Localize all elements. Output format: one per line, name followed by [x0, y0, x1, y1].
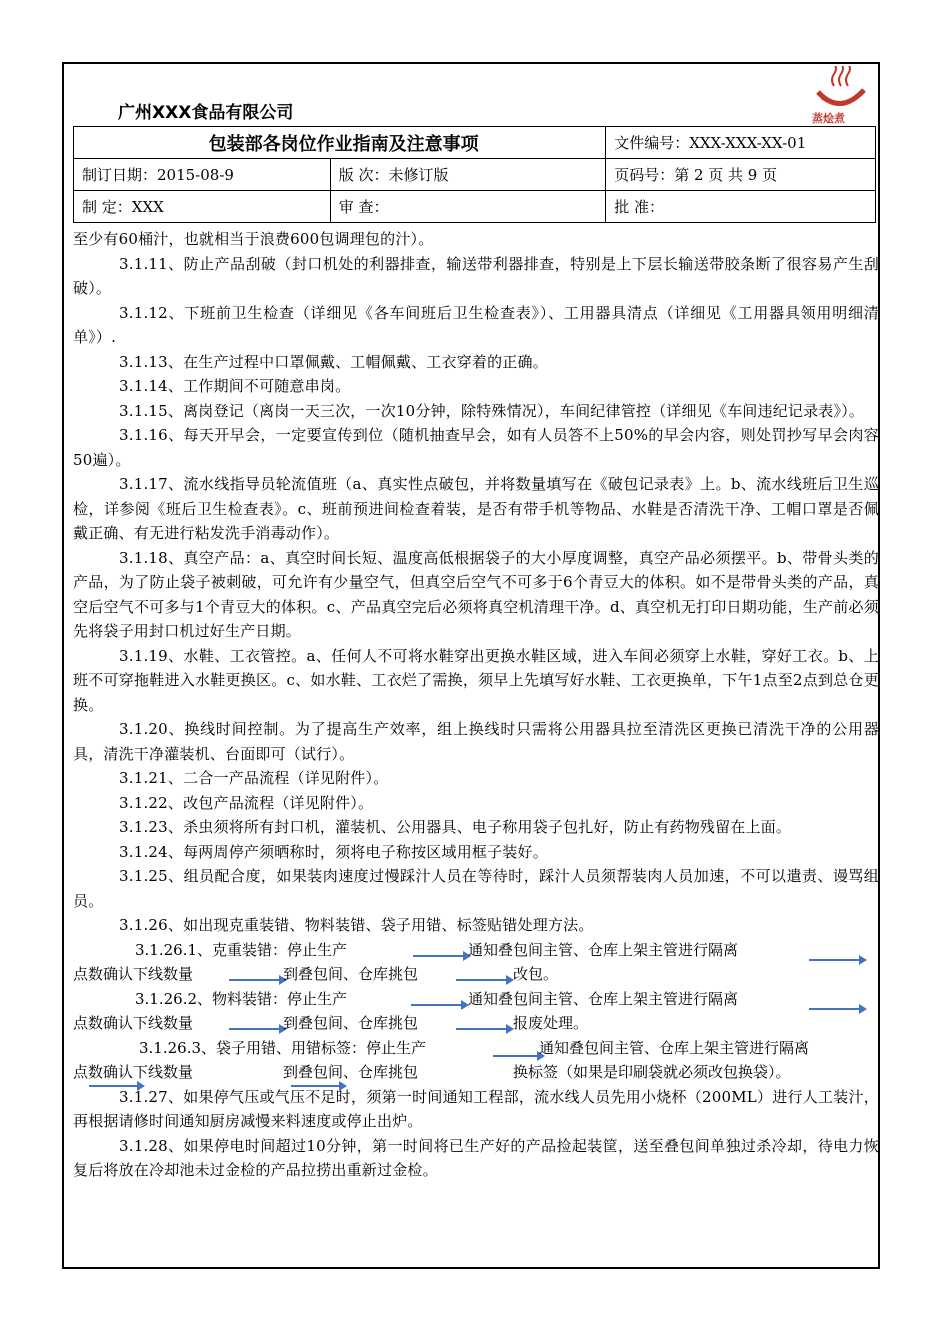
flow-line: [73, 938, 879, 963]
paragraph: 3.1.24、每两周停产须晒称时，须将电子称按区域用框子装好。: [119, 842, 548, 861]
flow-step: 通知叠包间主管、仓库上架主管进行隔离: [468, 989, 739, 1008]
arrow-right-icon: [291, 1080, 347, 1092]
paragraph: 3.1.19、水鞋、工衣管控。a、任何人不可将水鞋穿出更换水鞋区域，进入车间必须穿上水鞋，穿好工衣。b、上班不可穿拖鞋进入水鞋更换区。c、如水鞋、工衣烂了需换，须早上先填写好水鞋、工衣更换单，下午1点至2点到总仓更换。: [73, 646, 879, 714]
flow-line: [73, 1060, 879, 1085]
made-by: 制 定：XXX: [74, 191, 331, 223]
flow-step: 到叠包间、仓库挑包: [283, 1063, 419, 1081]
doc-number: 文件编号：XXX-XXX-XX-01: [606, 127, 876, 159]
flow-step: 到叠包间、仓库挑包: [283, 965, 419, 983]
arrow-right-icon: [229, 1023, 287, 1035]
reviewed-by: 审 查：: [330, 191, 606, 223]
doc-title: 包装部各岗位作业指南及注意事项: [74, 127, 606, 159]
header-table: [73, 126, 876, 223]
flow-step: 报废处理。: [513, 1014, 589, 1032]
paragraph: 3.1.16、每天开早会，一定要宣传到位（随机抽查早会，如有人员答不上50%的早会内容，则处罚抄写早会肉容50遍）。: [73, 426, 879, 469]
flow-step: 通知叠包间主管、仓库上架主管进行隔离: [468, 940, 739, 959]
paragraph: 3.1.25、组员配合度，如果装肉速度过慢踩汁人员在等待时，踩汁人员须帮装肉人员加速，不可以遣责、谩骂组员。: [73, 867, 879, 910]
paragraph: 3.1.11、防止产品刮破（封口机处的利器排查，输送带利器排查，特别是上下层长输送带胶条断了很容易产生刮破）。: [73, 254, 879, 297]
arrow-right-icon: [456, 974, 514, 986]
paragraph: 3.1.21、二合一产品流程（详见附件）。: [119, 769, 389, 787]
approved-by: 批 准：: [606, 191, 876, 223]
flow-step: 通知叠包间主管、仓库上架主管进行隔离: [539, 1038, 810, 1057]
paragraph: 3.1.12、下班前卫生检查（详细见《各车间班后卫生检查表》）、工用器具清点（详细见《工用器具领用明细清单》）.: [73, 303, 879, 346]
flow-line: [73, 962, 879, 987]
paragraph: 3.1.20、换线时间控制。为了提高生产效率，组上换线时只需将公用器具拉至清洗区更换已清洗干净的公用器具，清洗干净灌装机、台面即可（试行）。: [73, 720, 879, 763]
flow-step: 3.1.26.3、袋子用错、用错标签：停止生产: [139, 1038, 427, 1057]
issue-date: 制订日期：2015-08-9: [74, 159, 331, 191]
arrow-right-icon: [413, 950, 471, 962]
version: 版 次：未修订版: [330, 159, 606, 191]
paragraph: 3.1.18、真空产品：a、真空时间长短、温度高低根据袋子的大小厚度调整，真空产品必须摆平。b、带骨头类的产品，为了防止袋子被刺破，可允许有少量空气，但真空后空气不可多于6个青豆大的体积。如不是带骨头类的产品，真空后空气不可多与1个青豆大的体积。c、产品真空完后必须将真空机清理干净。d、真空机无打印日期功能，生产前必须先将袋子用封口机过好生产日期。: [73, 548, 879, 640]
arrow-right-icon: [456, 1023, 514, 1035]
flow-step: 换标签（如果是印刷袋就必须改包换袋）。: [513, 1063, 791, 1081]
flow-line: [73, 987, 879, 1012]
paragraph: 3.1.14、工作期间不可随意串岗。: [119, 377, 351, 395]
paragraph: 3.1.23、杀虫须将所有封口机，灌装机、公用器具、电子称用袋子包扎好，防止有药物残留在上面。: [119, 818, 792, 836]
flow-step: 点数确认下线数量: [73, 1063, 194, 1081]
paragraph: 至少有60桶汁，也就相当于浪费600包调理包的汁）。: [73, 230, 434, 248]
paragraph: 3.1.27、如果停气压或气压不足时，须第一时间通知工程部，流水线人员先用小烧杯（200ML）进行人工装汁，再根据请修时间通知厨房减慢来料速度或停止出炉。: [73, 1087, 879, 1130]
flow-step: 点数确认下线数量: [73, 965, 194, 983]
arrow-right-icon: [411, 999, 469, 1011]
paragraph: 3.1.22、改包产品流程（详见附件）。: [119, 793, 374, 812]
paragraph: 3.1.17、流水线指导员轮流值班（a、真实性点破包，并将数量填写在《破包记录表》上。b、流水线班后卫生巡检，详参阅《班后卫生检查表》。c、班前预进间检查着装，是否有带手机等物品、水鞋是否清洗干净、工帽口罩是否佩戴正确、有无进行粘发洗手消毒动作）。: [73, 475, 879, 542]
arrow-right-icon: [229, 974, 287, 986]
flow-step: 3.1.26.1、克重装错：停止生产: [135, 940, 348, 959]
paragraph: 3.1.13、在生产过程中口罩佩戴、工帽佩戴、工衣穿着的正确。: [119, 352, 548, 371]
flow-line: [73, 1011, 879, 1036]
page-number: 页码号：第 2 页 共 9 页: [606, 159, 876, 191]
logo-text: 蒸烩煮: [812, 112, 845, 125]
arrow-right-icon: [89, 1080, 145, 1092]
document-body: [73, 227, 879, 1183]
paragraph: 3.1.15、离岗登记（离岗一天三次，一次10分钟，除特殊情况），车间纪律管控（详细见《车间违纪记录表》）。: [119, 401, 865, 420]
company-name: 广州XXX食品有限公司: [118, 103, 294, 123]
flow-step: 点数确认下线数量: [73, 1014, 194, 1032]
flow-step: 3.1.26.2、物料装错：停止生产: [135, 989, 348, 1008]
flow-step: 改包。: [513, 965, 559, 983]
flow-step: 到叠包间、仓库挑包: [283, 1014, 419, 1032]
flow-line: [73, 1036, 879, 1061]
paragraph: 3.1.28、如果停电时间超过10分钟，第一时间将已生产好的产品捡起装筐，送至叠包间单独过杀冷却，待电力恢复后将放在冷却池未过金检的产品拉捞出重新过金检。: [73, 1136, 879, 1179]
paragraph: 3.1.26、如出现克重装错、物料装错、袋子用错、标签贴错处理方法。: [119, 916, 594, 934]
